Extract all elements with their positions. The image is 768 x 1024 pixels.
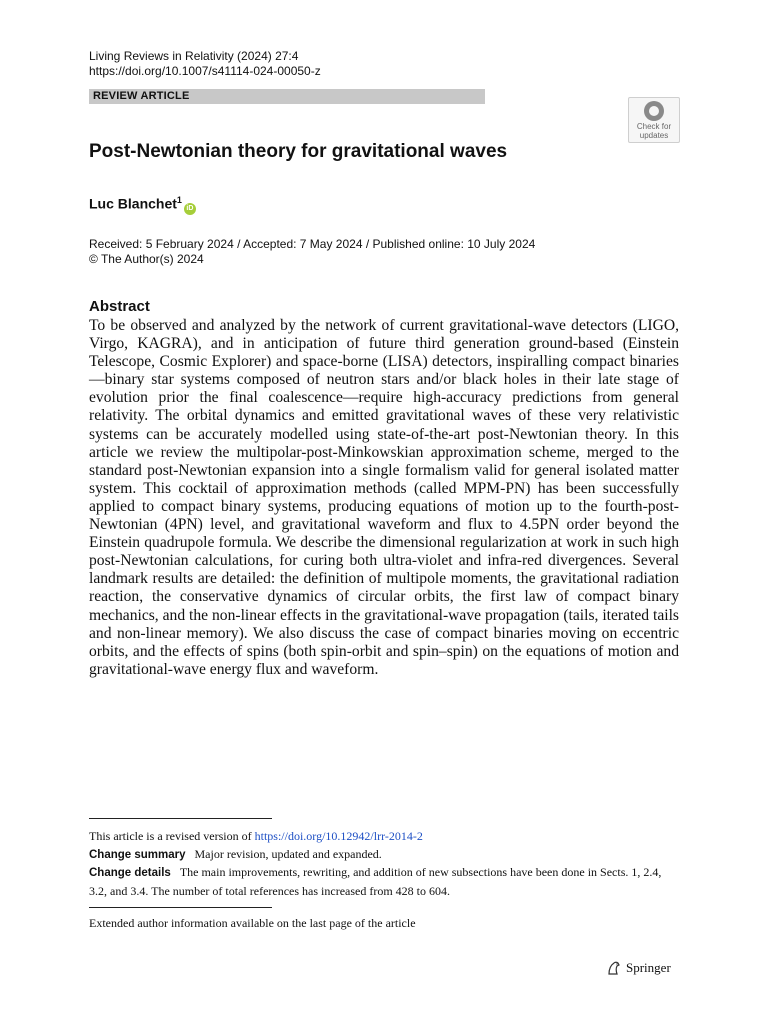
change-summary-label: Change summary <box>89 848 186 861</box>
revised-prefix: This article is a revised version of <box>89 829 252 843</box>
author-line <box>89 195 196 215</box>
article-type-label: REVIEW ARTICLE <box>93 90 190 102</box>
footnote-divider <box>89 818 272 819</box>
revised-link[interactable]: https://doi.org/10.12942/lrr-2014-2 <box>254 829 423 843</box>
dates-line: Received: 5 February 2024 / Accepted: 7 May 2024 / Published online: 10 July 2024 <box>89 237 536 251</box>
orcid-icon[interactable]: iD <box>184 203 196 215</box>
change-details <box>89 864 679 900</box>
journal-info <box>89 49 321 79</box>
publication-dates <box>89 237 535 267</box>
springer-horse-icon <box>606 960 622 976</box>
footnotes <box>89 828 679 900</box>
abstract-text: To be observed and analyzed by the network of current gravitational-wave detectors (LIGO, Virgo, KAGRA), and in anticipation of future third generation ground-based (Einstein Telescope, Cosmic Explorer) and space-borne (LISA) detectors, inspiralling compact binaries—binary star systems composed of neutron stars and/or black holes in their late stage of evolution prior the final coalescence—require high-accuracy predictions from general relativity. The orbital dynamics and emitted gravitational waves of these very relativistic systems can be accurately modelled using state-of-the-art post-Newtonian theory. In this article we review the multipolar-post-Minkowskian approximation scheme, merged to the standard post-Newtonian expansion into a single formalism valid for general isolated matter system. This cocktail of approximation methods (called MPM-PN) has been successfully applied to compact binary systems, producing equations of motion up to the fourth-post-Newtonian (4PN) level, and gravitational waveform and flux to 4.5PN order beyond the Einstein quadrupole formula. We describe the dimensional regularization at work in such high post-Newtonian calculations, for curing both ultra-violet and infra-red divergences. Several landmark results are detailed: the definition of multipole moments, the gravitational radiation reaction, the conservative dynamics of circular orbits, the first law of compact binary mechanics, and the non-linear effects in the gravitational-wave propagation (tails, iterated tails and non-linear memory). We also discuss the case of compact binaries moving on eccentric orbits, and the effects of spins (both spin-orbit and spin–spin) on the equations of motion and gravitational-wave energy flux and waveform. <box>89 317 679 678</box>
extended-author-info: Extended author information available on the last page of the article <box>89 916 416 930</box>
check-for-updates-badge[interactable] <box>628 97 680 143</box>
publisher-logo <box>606 960 671 976</box>
journal-citation: Living Reviews in Relativity (2024) 27:4 <box>89 49 299 63</box>
affiliation-mark: 1 <box>176 195 182 205</box>
doi-link[interactable]: https://doi.org/10.1007/s41114-024-00050-z <box>89 64 321 78</box>
extended-info-divider <box>89 907 272 908</box>
change-summary <box>89 846 679 865</box>
change-summary-text: Major revision, updated and expanded. <box>194 846 382 861</box>
article-type-bar <box>89 89 485 104</box>
publisher-name: Springer <box>626 960 671 975</box>
change-details-label: Change details <box>89 867 171 879</box>
copyright-line: © The Author(s) 2024 <box>89 252 204 266</box>
author-name: Luc Blanchet <box>89 195 177 212</box>
change-details-text: The main improvements, rewriting, and addition of new subsections have been done in Sects. 1, 2.4, 3.2, and 3.4. The number of total references has increased from 428 to 604. <box>89 865 662 898</box>
article-title: Post-Newtonian theory for gravitational waves <box>89 141 508 162</box>
check-updates-icon <box>644 101 664 121</box>
abstract-heading: Abstract <box>89 298 150 315</box>
badge-line-2: updates <box>639 131 669 140</box>
badge-line-1: Check for <box>636 122 672 131</box>
revised-note <box>89 828 679 846</box>
